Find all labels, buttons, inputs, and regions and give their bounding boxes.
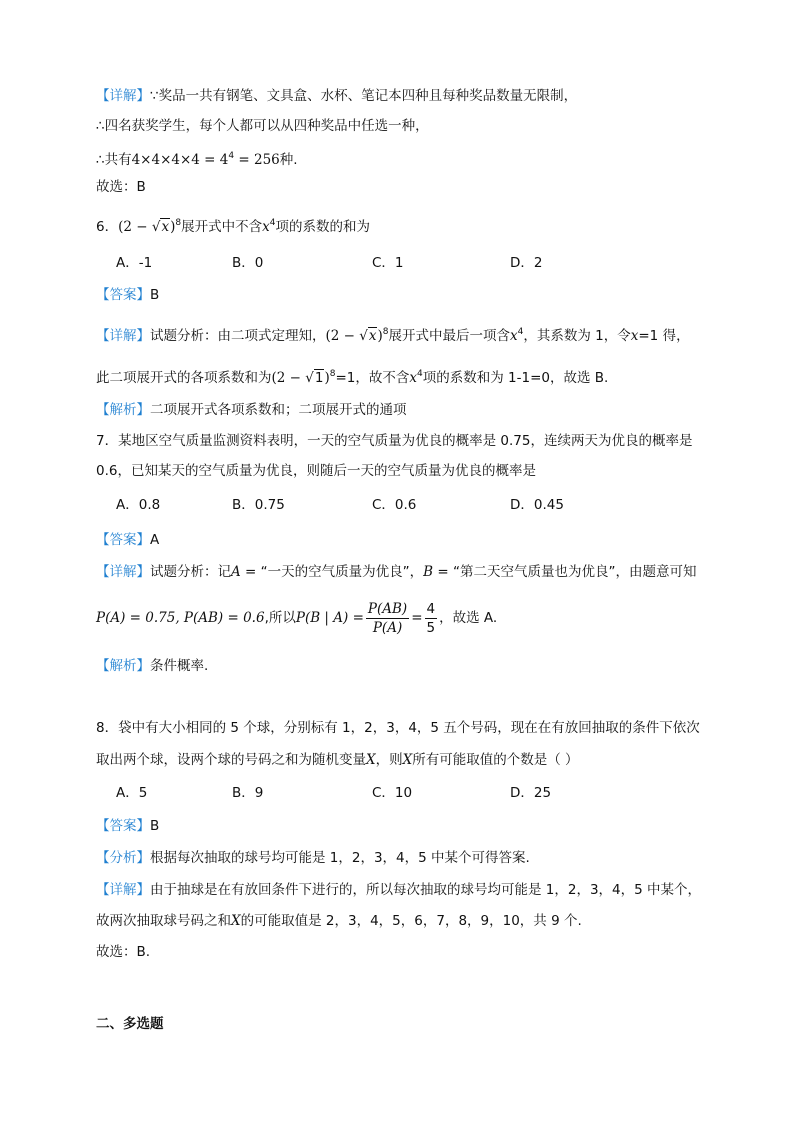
q8-option-a: A．5	[116, 785, 148, 801]
q8-answer: 【答案】B	[96, 818, 160, 834]
detail-label: 【详解】	[96, 88, 150, 104]
question-8-stem-line-2: 取出两个球，设两个球的号码之和为随机变量X，则X所有可能取值的个数是（ ）	[96, 752, 579, 768]
q8-option-b: B．9	[232, 785, 264, 801]
q6-detail-line-1: 【详解】试题分析：由二项式定理知，$(2 - √x)^8$展开式中最后一项含$x^4$，其系数为 1，令x=1 得，	[96, 327, 690, 344]
q7-detail-formula: P(A) = 0.75, P(AB) = 0.6,所以P(B | A) = $\frac{P(AB)}{P(A)}$ = $\frac{4}{5}$ ，故选 A.	[96, 600, 498, 636]
q6-analysis: 【解析】二项展开式各项系数和；二项展开式的通项	[96, 402, 407, 418]
q7-detail-line-1: 【详解】试题分析：记A = “一天的空气质量为优良”，B = “第二天空气质量也为优良”，由题意可知	[96, 564, 697, 580]
question-8-stem-line-1: 8．袋中有大小相同的 5 个球，分别标有 1，2，3，4，5 五个号码，现在在有放回抽取的条件下依次	[96, 720, 700, 736]
question-7-stem-line-2: 0.6，已知某天的空气质量为优良，则随后一天的空气质量为优良的概率是	[96, 463, 536, 479]
question-7-stem-line-1: 7．某地区空气质量监测资料表明，一天的空气质量为优良的概率是 0.75，连续两天为优良的概率是	[96, 433, 693, 449]
q7-option-a: A．0.8	[116, 497, 161, 513]
fraction-pab-over-pa: $\frac{P(AB)}{P(A)}$	[367, 600, 408, 636]
q6-option-a: A．-1	[116, 255, 153, 271]
fraction-4-over-5: $\frac{4}{5}$	[426, 600, 436, 636]
q7-analysis: 【解析】条件概率.	[96, 658, 209, 674]
section-title: 二、多选题	[96, 1016, 164, 1032]
q8-option-c: C．10	[372, 785, 413, 801]
top-detail-line-3: ∴共有$4\times 4\times 4\times 4 = 4^4 = 256$种.	[96, 151, 298, 168]
top-detail-line-1: 【详解】∵奖品一共有钢笔、文具盒、水杯、笔记本四种且每种奖品数量无限制，	[96, 88, 578, 104]
q6-option-b: B．0	[232, 255, 264, 271]
q6-detail-line-2: 此二项展开式的各项系数和为$(2 - √1)^8=1$，故不含$x^4$项的系数和为 1-1=0，故选 B.	[96, 369, 609, 386]
q6-answer: 【答案】B	[96, 287, 160, 303]
q7-answer: 【答案】A	[96, 532, 160, 548]
q7-option-b: B．0.75	[232, 497, 285, 513]
q6-option-c: C．1	[372, 255, 404, 271]
q8-detail-line-2: 故两次抽取球号码之和X的可能取值是 2，3，4，5，6，7，8，9，10，共 9 个.	[96, 913, 582, 929]
q8-fenxi: 【分析】根据每次抽取的球号均可能是 1，2，3，4，5 中某个可得答案.	[96, 850, 530, 866]
q6-option-d: D．2	[510, 255, 543, 271]
q8-option-d: D．25	[510, 785, 552, 801]
q8-detail-line-1: 【详解】由于抽球是在有放回条件下进行的，所以每次抽取的球号均可能是 1，2，3，4，5 中某个，	[96, 882, 702, 898]
top-detail-line-2: ∴四名获奖学生，每个人都可以从四种奖品中任选一种，	[96, 118, 429, 134]
q7-option-d: D．0.45	[510, 497, 564, 513]
q7-option-c: C．0.6	[372, 497, 417, 513]
top-detail-line-4: 故选：B	[96, 179, 146, 195]
q8-detail-line-3: 故选：B.	[96, 944, 151, 960]
question-6-stem: 6．$(2 - √x)^8$展开式中不含$x^4$项的系数的和为	[96, 218, 370, 235]
